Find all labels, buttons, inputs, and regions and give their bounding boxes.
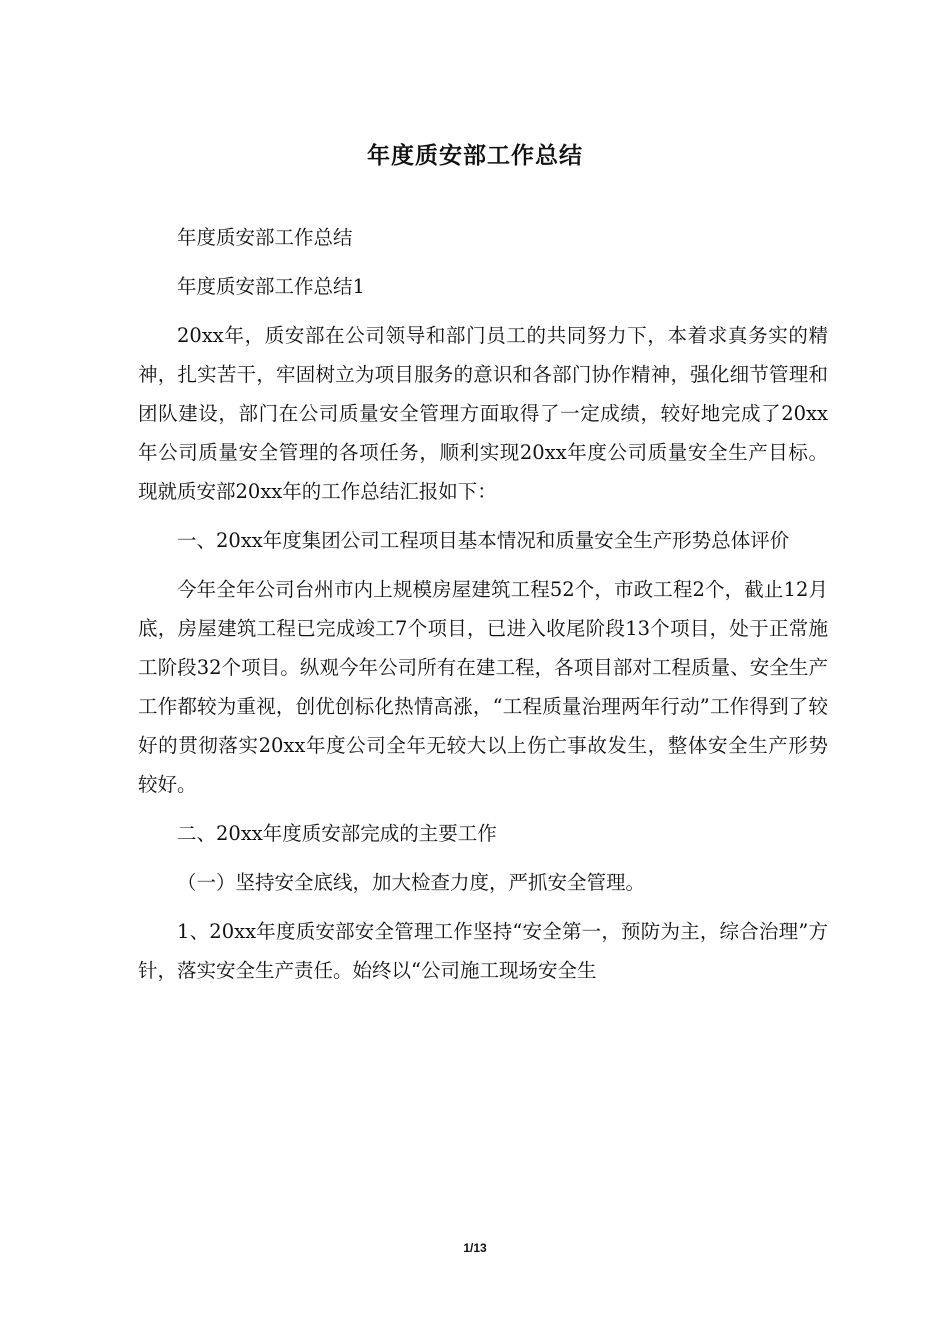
paragraph-subheading: （一）坚持安全底线，加大检查力度，严抓安全管理。 xyxy=(177,871,646,894)
page-number: 1/13 xyxy=(463,1241,487,1255)
paragraph-subtitle: 年度质安部工作总结 xyxy=(177,226,353,249)
paragraph-intro: 20xx年，质安部在公司领导和部门员工的共同努力下，本着求真务实的精神，扎实苦干，牢固树立为项目服务的意识和各部门协作精神，强化细节管理和团队建设，部门在公司质量安全管理方面取得了一定成绩，较好地完成了20xx年公司质量安全管理的各项任务，顺利实现20xx年度公司质量安全生产目标。现就质安部20xx年的工作总结汇报如下： xyxy=(138,324,828,503)
paragraph-overview: 今年全年公司台州市内上规模房屋建筑工程52个，市政工程2个，截止12月底，房屋建筑工程已完成竣工7个项目，已进入收尾阶段13个项目，处于正常施工阶段32个项目。纵观今年公司所有在建工程，各项目部对工程质量、安全生产工作都较为重视，创优创标化热情高涨，“工程质量治理两年行动”工作得到了较好的贯彻落实20xx年度公司全年无较大以上伤亡事故发生，整体安全生产形势较好。 xyxy=(138,578,828,796)
paragraph-heading-two: 二、20xx年度质安部完成的主要工作 xyxy=(177,822,497,845)
paragraph-heading-one: 一、20xx年度集团公司工程项目基本情况和质量安全生产形势总体评价 xyxy=(177,529,790,552)
document-title: 年度质安部工作总结 xyxy=(367,143,583,169)
paragraph-section-heading: 年度质安部工作总结1 xyxy=(177,275,365,298)
paragraph-item-one: 1、20xx年度质安部安全管理工作坚持“安全第一，预防为主，综合治理”方针，落实安全生产责任。始终以“公司施工现场安全生 xyxy=(138,920,828,982)
document-body xyxy=(138,218,828,1000)
